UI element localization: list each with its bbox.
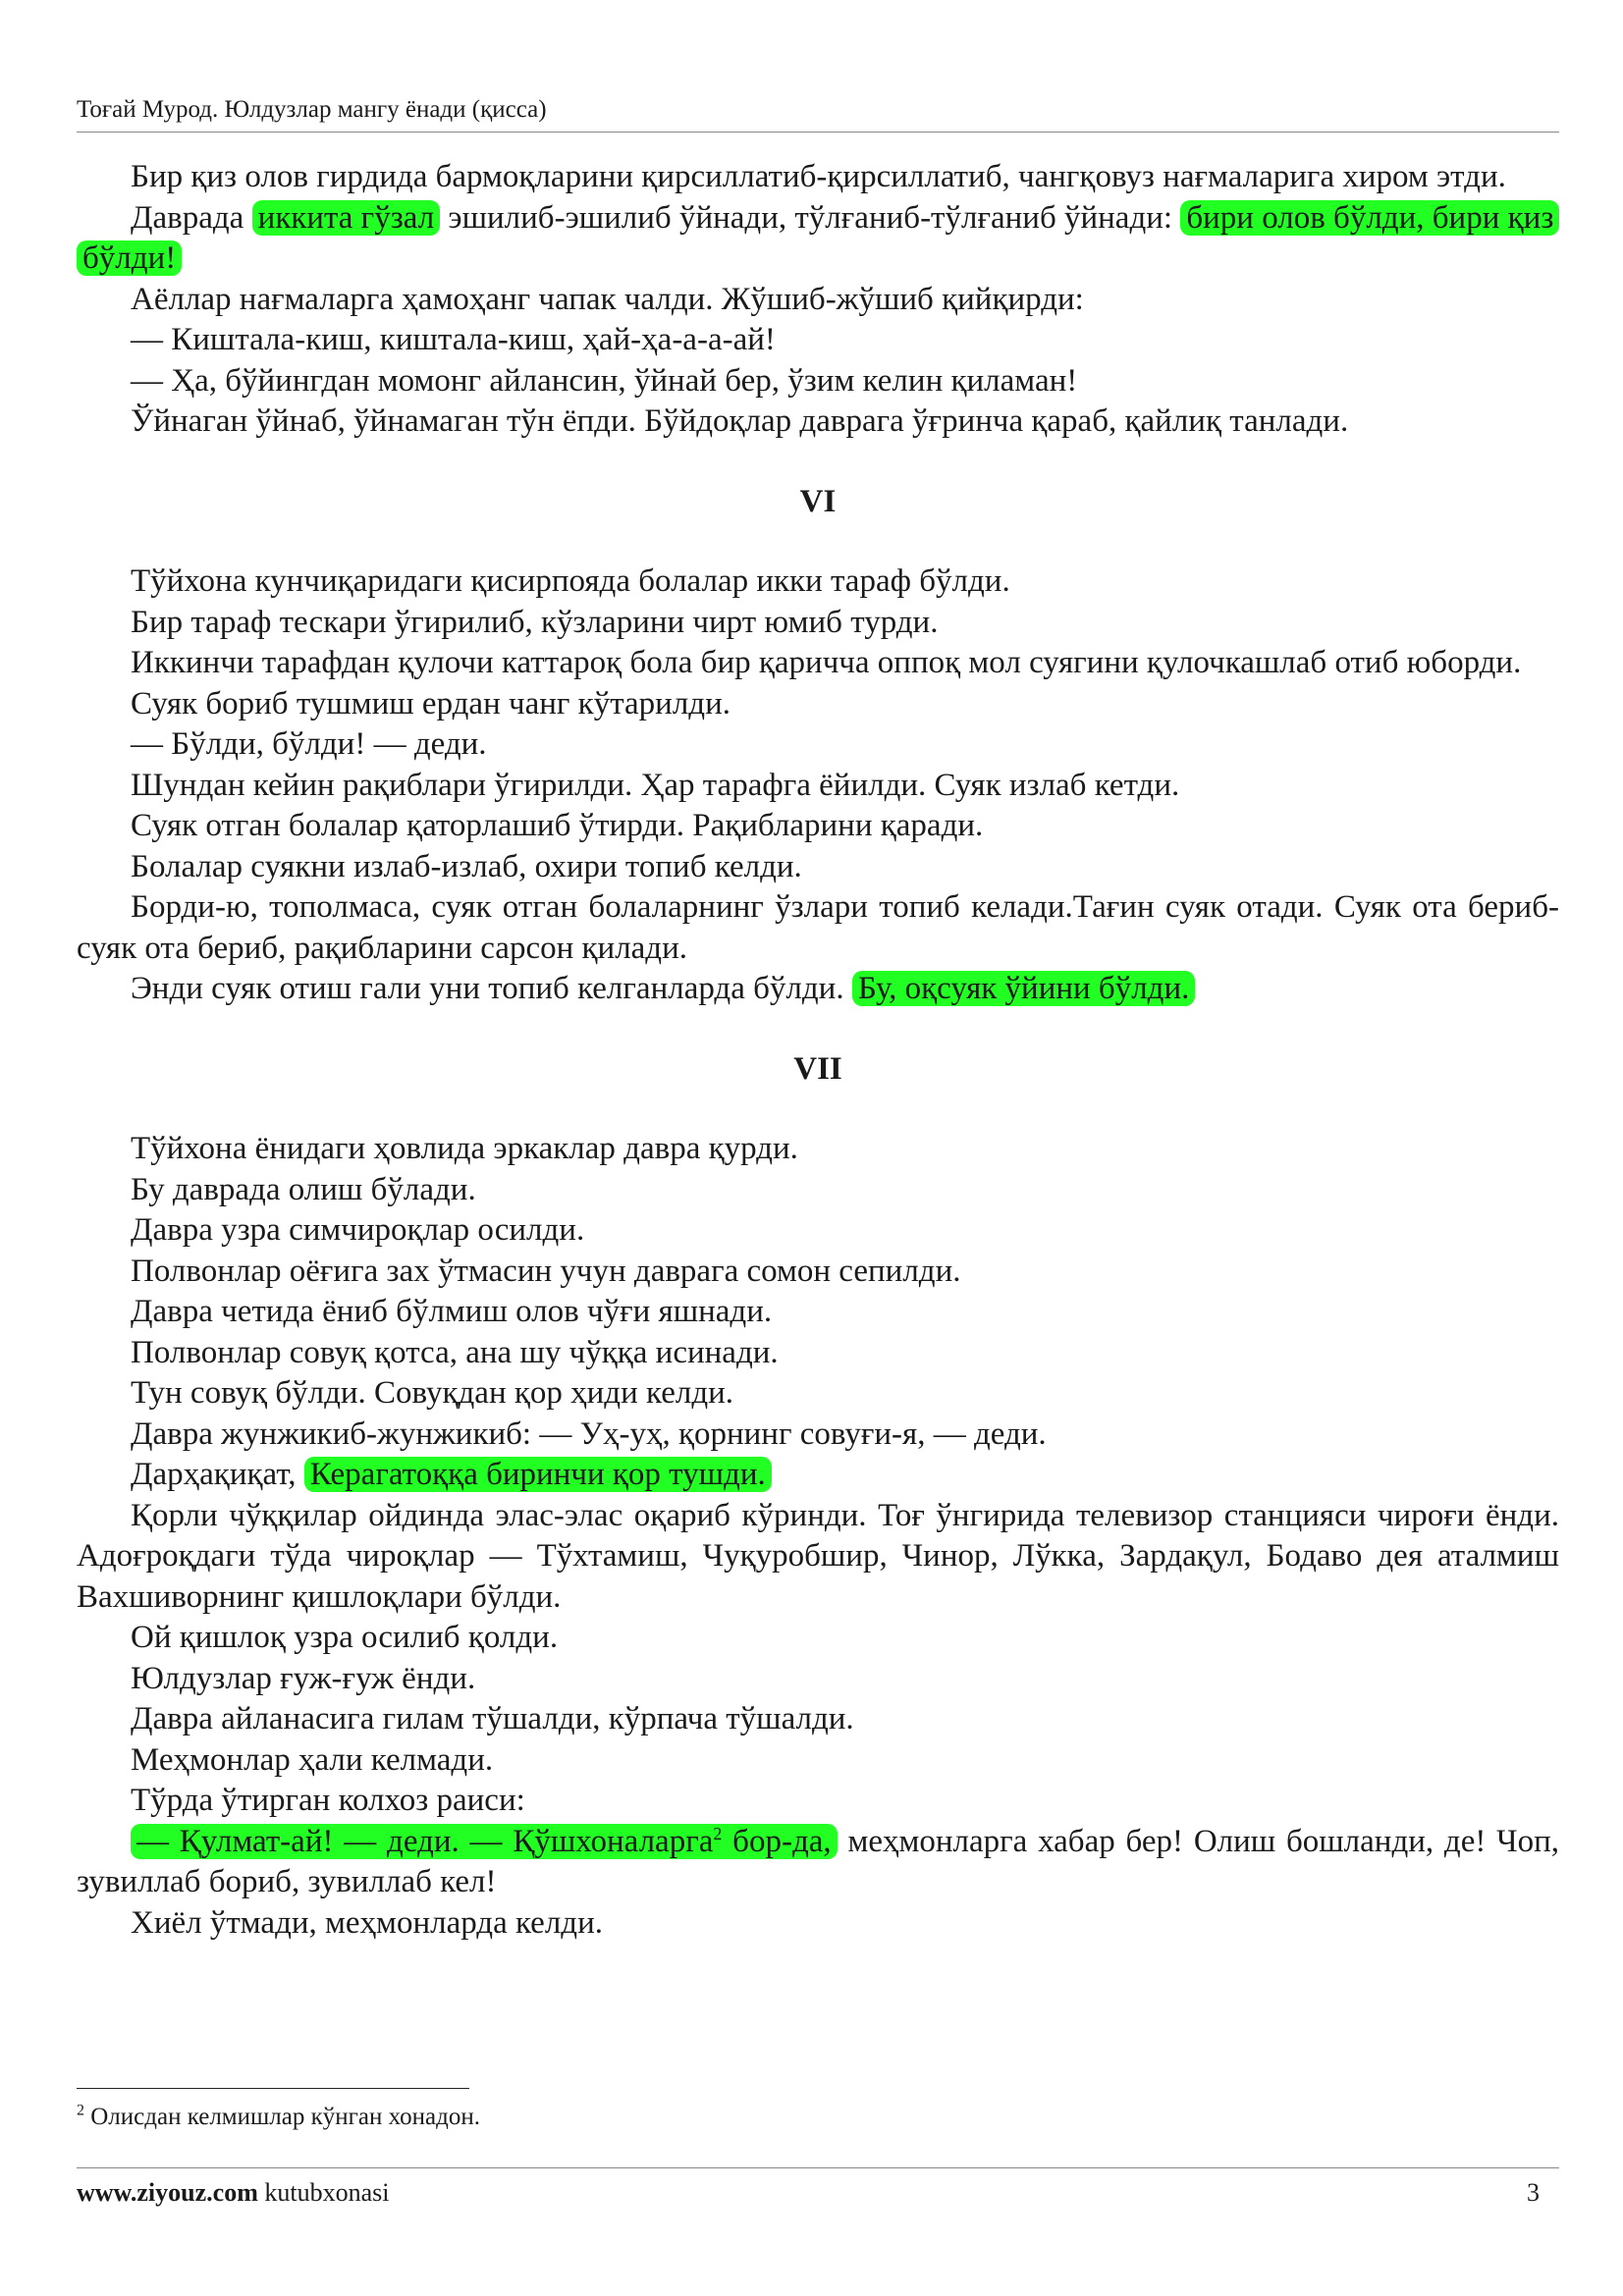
paragraph: Борди-ю, тополмаса, суяк отган болаларнинг ўзлари топиб келади.Тағин суяк отади. Суяк ота бериб-суяк ота бериб, рақибларини сарсон қилади. [77,889,1559,966]
paragraph: Болалар суякни излаб-излаб, охири топиб келди. [131,848,802,884]
paragraph: Дарҳақиқат, Керагатоққа биринчи қор тушди. [77,1455,1559,1496]
paragraph: Полвонлар совуқ қотса, ана шу чўққа исинади. [131,1334,779,1370]
paragraph: Тўйхона ёнидаги ҳовлида эркаклар давра қурди. [131,1131,798,1166]
footnote-divider [77,2088,469,2089]
section-heading: VII [793,1050,842,1087]
paragraph: Бу даврада олиш бўлади. [131,1171,476,1207]
paragraph: Бир тараф тескари ўгирилиб, кўзларини чирт юмиб турди. [131,604,939,640]
paragraph: Тўйхона кунчиқаридаги қисирпояда болалар икки тараф бўлди. [131,563,1010,599]
paragraph: Давра айланасига гилам тўшалди, кўрпача тўшалди. [131,1701,854,1736]
footer-divider [77,2167,1559,2168]
paragraph: Давра жунжикиб-жунжикиб: — Уҳ-уҳ, қорнинг совуғи-я, — деди. [131,1415,1047,1452]
paragraph: — Ҳа, бўйингдан момонг айлансин, ўйнай бер, ўзим келин қиламан! [131,362,1078,399]
highlight: Бу, оқсуяк ўйини бўлди. [852,971,1196,1006]
paragraph: Ўйнаган ўйнаб, ўйнамаган тўн ёпди. Бўйдоқлар даврага ўғринча қараб, қайлиқ танлади. [131,403,1349,439]
document-body [77,157,1559,1944]
paragraph: Тўрда ўтирган колхоз раиси: [131,1783,525,1818]
paragraph: Ой қишлоқ узра осилиб қолди. [131,1620,559,1655]
paragraph: Давра узра симчироқлар осилди. [131,1212,585,1248]
paragraph: Юлдузлар ғуж-ғуж ёнди. [131,1660,476,1696]
paragraph: Суяк бориб тушмиш ердан чанг кўтарилди. [131,685,730,721]
paragraph: Қорли чўққилар ойдинда элас-элас оқариб кўринди. Тоғ ўнгирида телевизор станцияси чироғи ёнди. Адоғроқдаги тўда чироқлар — Тўхтамиш, Чуқуробшир, Чинор, Лўкка, Зардақул, Бодаво дея аталмиш Вахшиворнинг қишлоқлари бўлди. [77,1497,1559,1615]
paragraph: Давра четида ёниб бўлмиш олов чўғи яшнади. [131,1294,773,1329]
paragraph: Энди суяк отиш гали уни топиб келганларда бўлди. Бу, оқсуяк ўйини бўлди. [77,969,1559,1010]
paragraph: — Қулмат-ай! — деди. — Қўшхоналарга$^2$ бор-да, меҳмонларга хабар бер! Олиш бошланди, де! Чоп, зувиллаб бориб, зувиллаб кел! [77,1823,1560,1899]
site-link[interactable]: www.ziyouz.com [77,2178,258,2207]
paragraph: — Киштала-киш, киштала-киш, ҳай-ҳа-а-а-ай! [131,322,776,357]
paragraph: Бир қиз олов гирдида бармоқларини қирсиллатиб-қирсиллатиб, чангқовуз нағмаларига хиром этди. [131,159,1506,194]
highlight: — Қулмат-ай! — деди. — Қўшхоналарга$^2$ бор-да, [131,1824,838,1859]
paragraph: Даврада иккита гўзал эшилиб-эшилиб ўйнади, тўлғаниб-тўлғаниб ўйнади: бири олов бўлди, бири қиз бўлди! [77,198,1559,280]
running-header: Тоғай Мурод. Юлдузлар мангу ёнади (қисса) [77,96,547,123]
paragraph: Аёллар нағмаларга ҳамоҳанг чапак чалди. Жўшиб-жўшиб қийқирди: [131,281,1084,317]
paragraph: Хиёл ўтмади, меҳмонларда келди. [131,1904,603,1941]
highlight: Керагатоққа биринчи қор тушди. [304,1457,772,1492]
footnote: $^2$ Олисдан келмишлар кўнган хонадон. [77,2102,480,2130]
highlight: иккита гўзал [252,200,441,236]
paragraph: Шундан кейин рақиблари ўгирилди. Ҳар тарафга ёйилди. Суяк излаб кетди. [131,767,1180,803]
footnote-marker[interactable]: 2 [713,1823,723,1843]
page-footer [77,2178,1559,2208]
paragraph: Тун совуқ бўлди. Совуқдан қор ҳиди келди. [131,1375,734,1411]
section-heading: VI [799,483,837,519]
footer-text: kutubxonasi [257,2178,390,2207]
paragraph: Суяк отган болалар қаторлашиб ўтирди. Рақибларини қаради. [131,808,984,843]
header-divider [77,132,1559,133]
paragraph: Меҳмонлар ҳали келмади. [131,1741,494,1778]
page-number: 3 [1527,2178,1540,2207]
paragraph: Полвонлар оёғига зах ўтмасин учун даврага сомон сепилди. [131,1253,961,1289]
paragraph: Иккинчи тарафдан қулочи каттароқ бола бир қаричча оппоқ мол суягини қулочкашлаб отиб юборди. [131,645,1522,680]
paragraph: — Бўлди, бўлди! — деди. [131,726,487,762]
highlight: бири олов бўлди, бири қиз бўлди! [77,200,1559,277]
